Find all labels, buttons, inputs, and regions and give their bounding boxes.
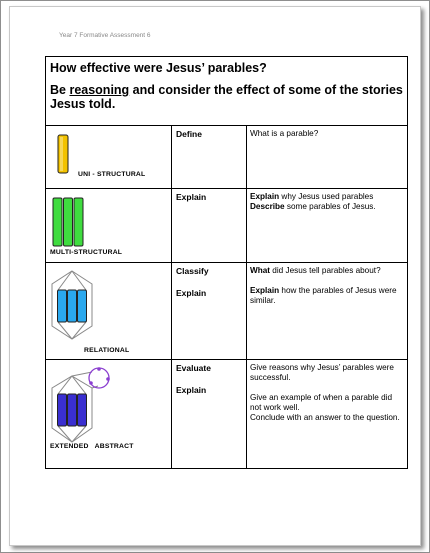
task-describe-parables bbox=[250, 202, 404, 212]
task-cell-uni bbox=[247, 126, 408, 189]
verb-define: Define bbox=[176, 129, 202, 139]
task-text: Give an example of when a parable did not work well. bbox=[250, 393, 393, 412]
task-keyword: Explain bbox=[250, 192, 280, 201]
three-blue-bars-hexagon-icon bbox=[50, 270, 94, 340]
question-cell bbox=[46, 57, 408, 126]
instruction-text-end: and consider the effect of some of the stories Jesus told. bbox=[50, 83, 403, 111]
level-label-relational: RELATIONAL bbox=[84, 347, 130, 354]
verb-classify: Classify bbox=[176, 266, 209, 276]
level-label-uni: UNI - STRUCTURAL bbox=[78, 171, 146, 178]
task-text: What is a parable? bbox=[250, 129, 319, 138]
three-purple-bars-hexagon-circle-icon bbox=[50, 366, 112, 444]
level-label-multi: MULTI-STRUCTURAL bbox=[50, 249, 123, 256]
single-yellow-bar-icon bbox=[56, 134, 70, 174]
table-row-relational bbox=[46, 263, 408, 360]
question-row bbox=[46, 57, 408, 126]
table-row-multi-structural bbox=[46, 189, 408, 263]
table-row-extended-abstract bbox=[46, 360, 408, 469]
verb-explain-relational: Explain bbox=[176, 288, 207, 298]
level-cell-multi bbox=[46, 189, 172, 263]
task-cell-extended bbox=[247, 360, 408, 469]
task-what-about bbox=[250, 266, 404, 276]
task-text: why Jesus used parables bbox=[279, 192, 374, 201]
task-keyword: What bbox=[250, 266, 271, 275]
task-keyword: Describe bbox=[250, 202, 285, 211]
page-header: Year 7 Formative Assessment 6 bbox=[59, 32, 151, 39]
task-cell-multi bbox=[247, 189, 408, 263]
level-cell-relational bbox=[46, 263, 172, 360]
question-instruction bbox=[50, 83, 403, 111]
verb-evaluate: Evaluate bbox=[176, 363, 211, 373]
task-conclude bbox=[250, 413, 404, 423]
task-explain-similar bbox=[250, 286, 404, 306]
reasoning-underlined: reasoning bbox=[69, 83, 130, 97]
question-title: How effective were Jesus’ parables? bbox=[50, 61, 267, 75]
task-text: did Jesus tell parables about? bbox=[270, 266, 381, 275]
task-explain-why bbox=[250, 192, 404, 202]
table-row-uni-structural bbox=[46, 126, 408, 189]
verb-explain-extended: Explain bbox=[176, 385, 207, 395]
verb-cell-relational bbox=[172, 263, 247, 360]
task-keyword: Explain bbox=[250, 286, 280, 295]
task-give-example bbox=[250, 393, 404, 413]
task-give-reasons bbox=[250, 363, 404, 383]
assessment-table bbox=[45, 56, 408, 469]
three-green-bars-icon bbox=[52, 197, 84, 247]
task-cell-relational bbox=[247, 263, 408, 360]
verb-explain: Explain bbox=[176, 192, 207, 202]
level-label-extended: EXTENDED ABSTRACT bbox=[50, 443, 134, 450]
verb-cell-multi bbox=[172, 189, 247, 263]
verb-cell-uni bbox=[172, 126, 247, 189]
verb-cell-extended bbox=[172, 360, 247, 469]
task-text: Conclude with an answer to the question. bbox=[250, 413, 400, 422]
task-what-is-parable bbox=[250, 129, 404, 139]
level-cell-extended bbox=[46, 360, 172, 469]
task-text: Give reasons why Jesus’ parables were successful. bbox=[250, 363, 394, 382]
task-text: how the parables of Jesus were similar. bbox=[250, 286, 397, 305]
instruction-text-start: Be bbox=[50, 83, 70, 97]
level-cell-uni bbox=[46, 126, 172, 189]
task-text: some parables of Jesus. bbox=[284, 202, 376, 211]
